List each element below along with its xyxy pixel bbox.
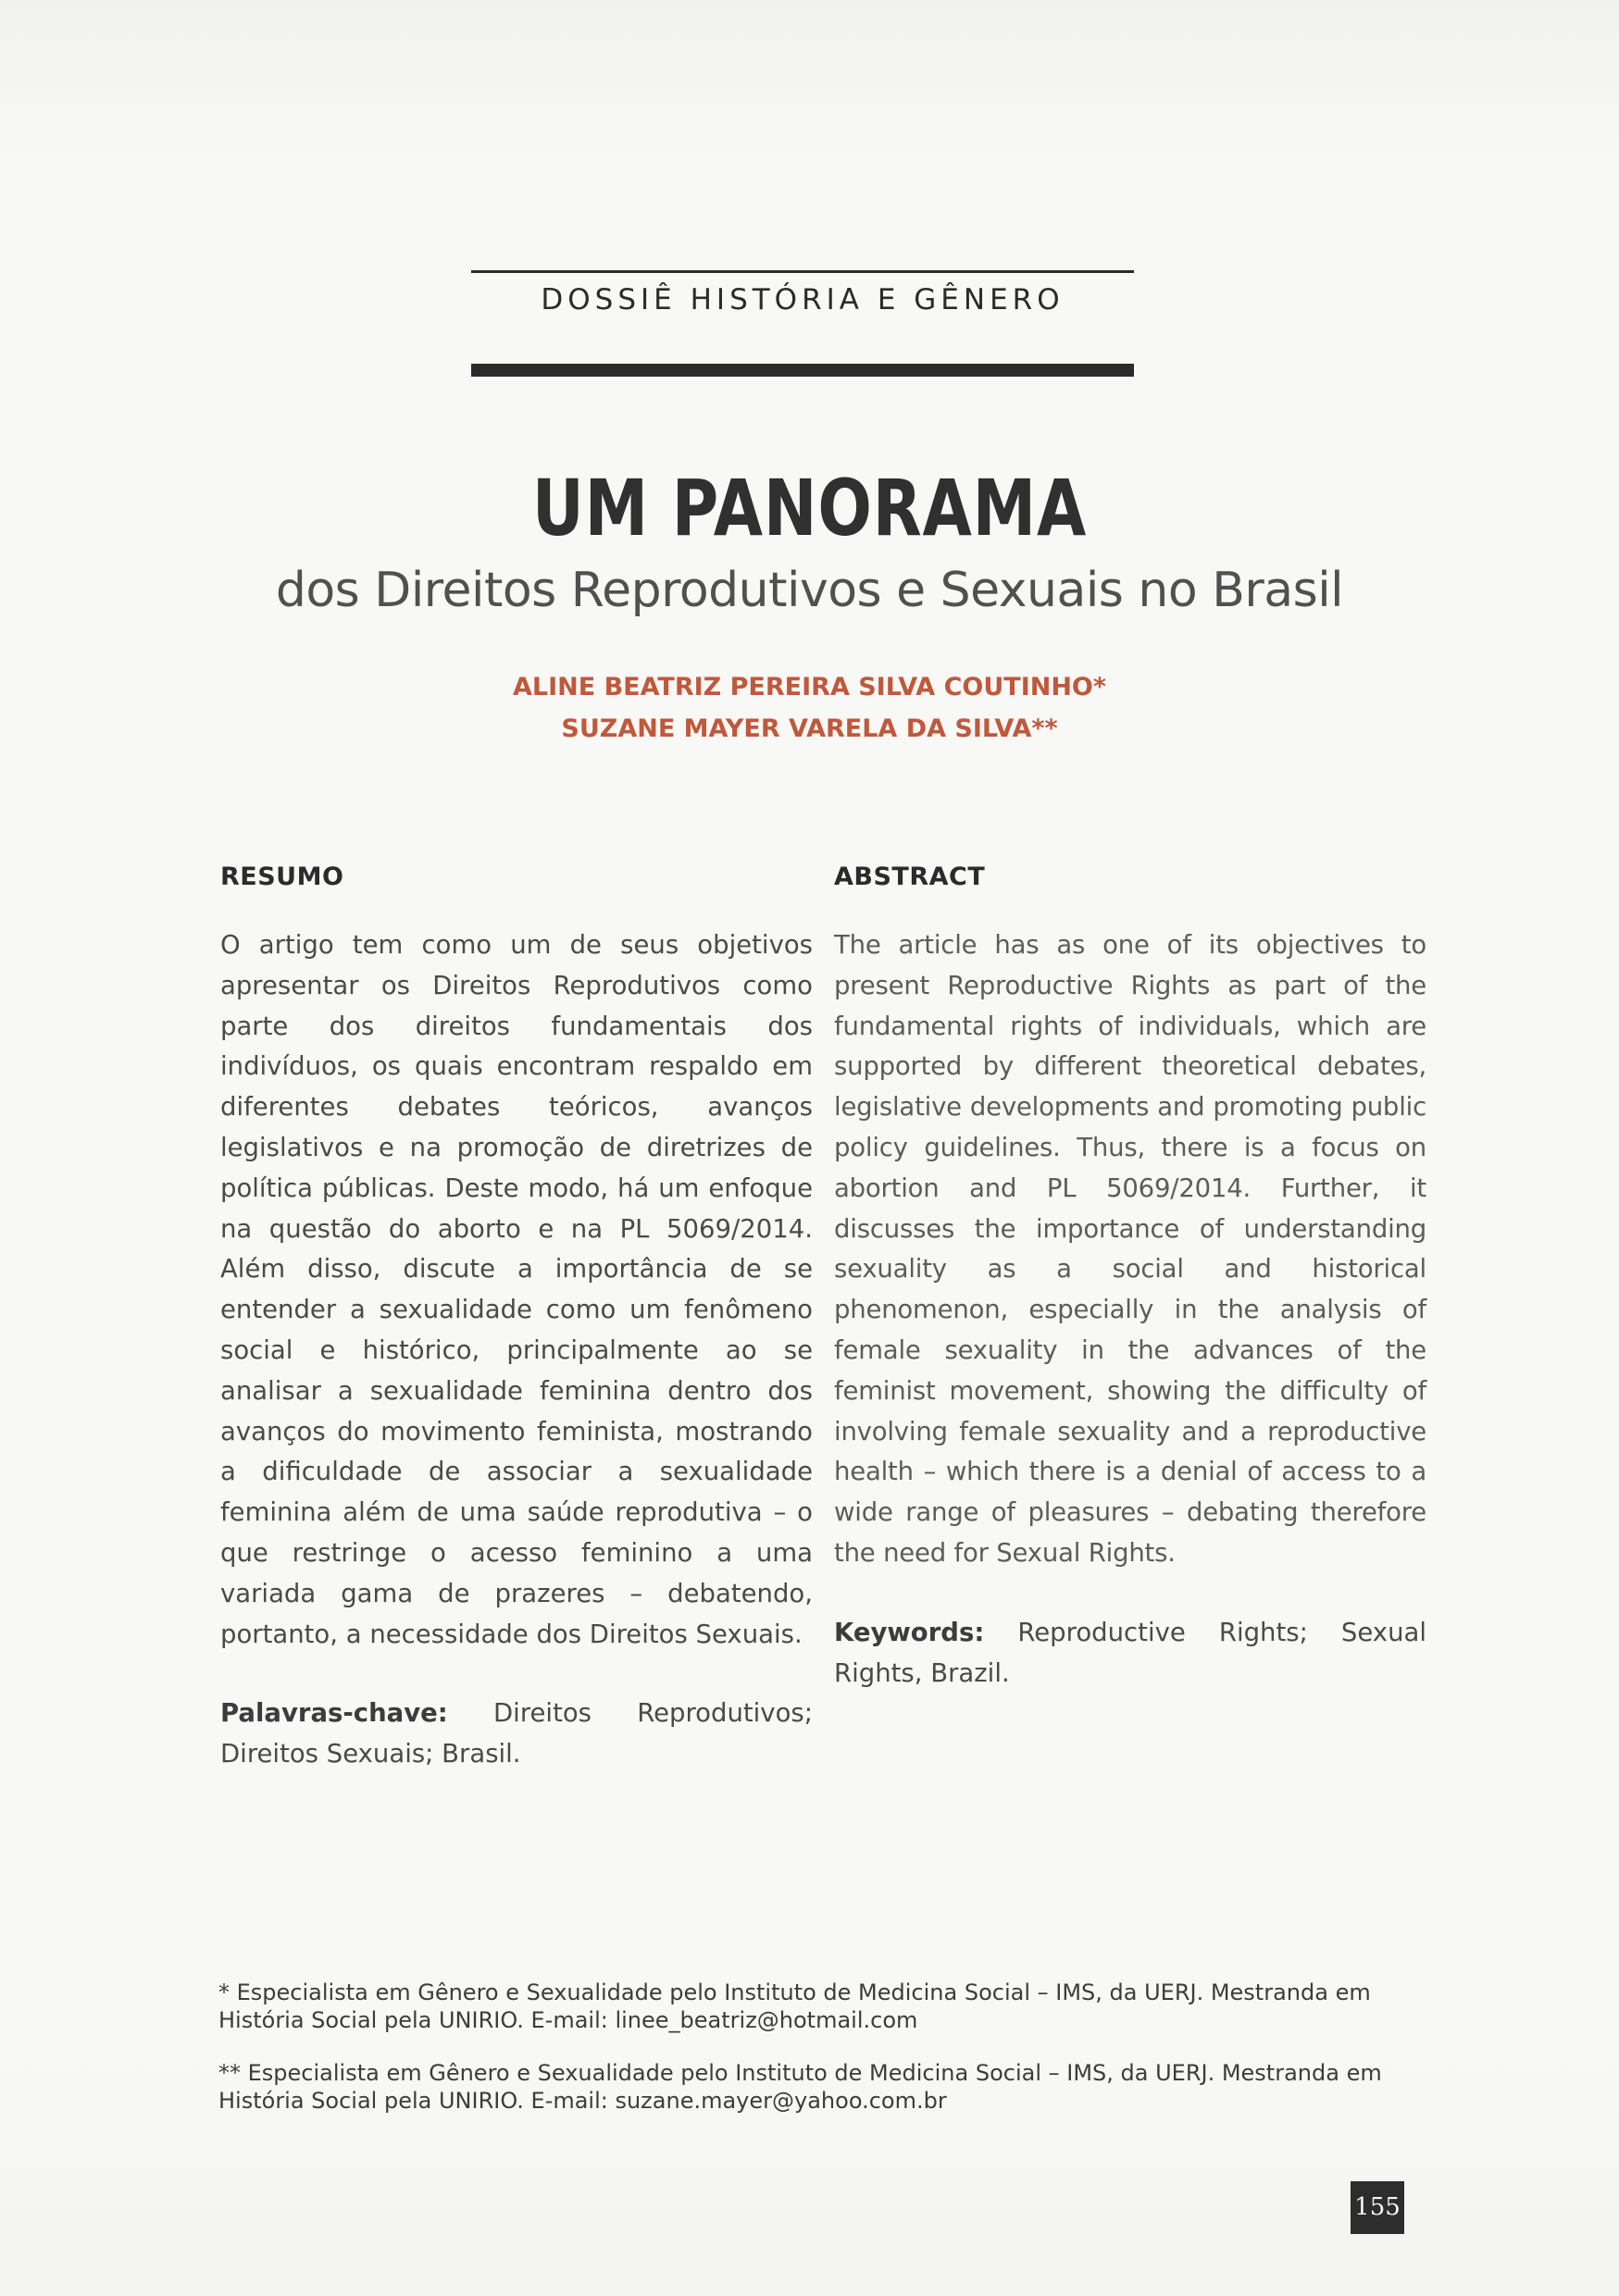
- resumo-heading: RESUMO: [220, 863, 344, 891]
- page-number: 155: [1351, 2181, 1404, 2234]
- article-title: UM PANORAMA: [531, 463, 1088, 553]
- resumo-keywords: [220, 1694, 813, 1775]
- footnote-1: * Especialista em Gênero e Sexualidade pelo Instituto de Medicina Social – IMS, da UERJ. Mestranda em História Social pela UNIRIO. E-mail: linee_beatriz@hotmail.com: [218, 1980, 1371, 2033]
- resumo-column: [220, 861, 813, 1775]
- abstract-text: The article has as one of its objectives to present Reproductive Rights as part of the fundamental rights of individuals, which are supported by different theoretical debates, legislative developments and promoting public policy guidelines. Thus, there is a focus on abortion and PL 5069/2014. Further, it discusses the importance of understanding sexuality as a social and historical phenomenon, especially in the analysis of female sexuality in the advances of the feminist movement, showing the difficulty of involving female sexuality and a reproductive health – which there is a denial of access to a wide range of pleasures – debating therefore the need for Sexual Rights.: [834, 930, 1426, 1568]
- abstract-keywords: [834, 1613, 1426, 1694]
- resumo-keywords-label: Palavras-chave:: [220, 1698, 448, 1729]
- abstract-heading: ABSTRACT: [834, 863, 986, 891]
- article-subtitle: dos Direitos Reprodutivos e Sexuais no Brasil: [275, 563, 1344, 618]
- section-label: DOSSIÊ HISTÓRIA E GÊNERO: [541, 283, 1065, 316]
- author-1: ALINE BEATRIZ PEREIRA SILVA COUTINHO*: [513, 673, 1106, 701]
- footnote-2: ** Especialista em Gênero e Sexualidade pelo Instituto de Medicina Social – IMS, da UERJ. Mestranda em História Social pela UNIRIO. E-mail: suzane.mayer@yahoo.com.br: [218, 2060, 1382, 2114]
- resumo-keywords-value: Direitos Reprodutivos; Direitos Sexuais; Brasil.: [220, 1698, 813, 1769]
- resumo-text: O artigo tem como um de seus objetivos apresentar os Direitos Reprodutivos como parte dos direitos fundamentais dos indivíduos, os quais encontram respaldo em diferentes debates teóricos, avanços legislativos e na promoção de diretrizes de política públicas. Deste modo, há um enfoque na questão do aborto e na PL 5069/2014. Além disso, discute a importância de se entender a sexualidade como um fenômeno social e histórico, principalmente ao se analisar a sexualidade feminina dentro dos avanços do movimento feminista, mostrando a dificuldade de associar a sexualidade feminina além de uma saúde reprodutiva – o que restringe o acesso feminino a uma variada gama de prazeres – debatendo, portanto, a necessidade dos Direitos Sexuais.: [220, 930, 813, 1649]
- abstract-keywords-value: Reproductive Rights; Sexual Rights, Brazil.: [834, 1617, 1426, 1688]
- author-2: SUZANE MAYER VARELA DA SILVA**: [561, 714, 1058, 743]
- abstract-keywords-label: Keywords:: [834, 1617, 985, 1647]
- abstract-column: [834, 861, 1426, 1694]
- header-rule-bottom: [471, 364, 1134, 377]
- header-rule-top: [471, 270, 1134, 273]
